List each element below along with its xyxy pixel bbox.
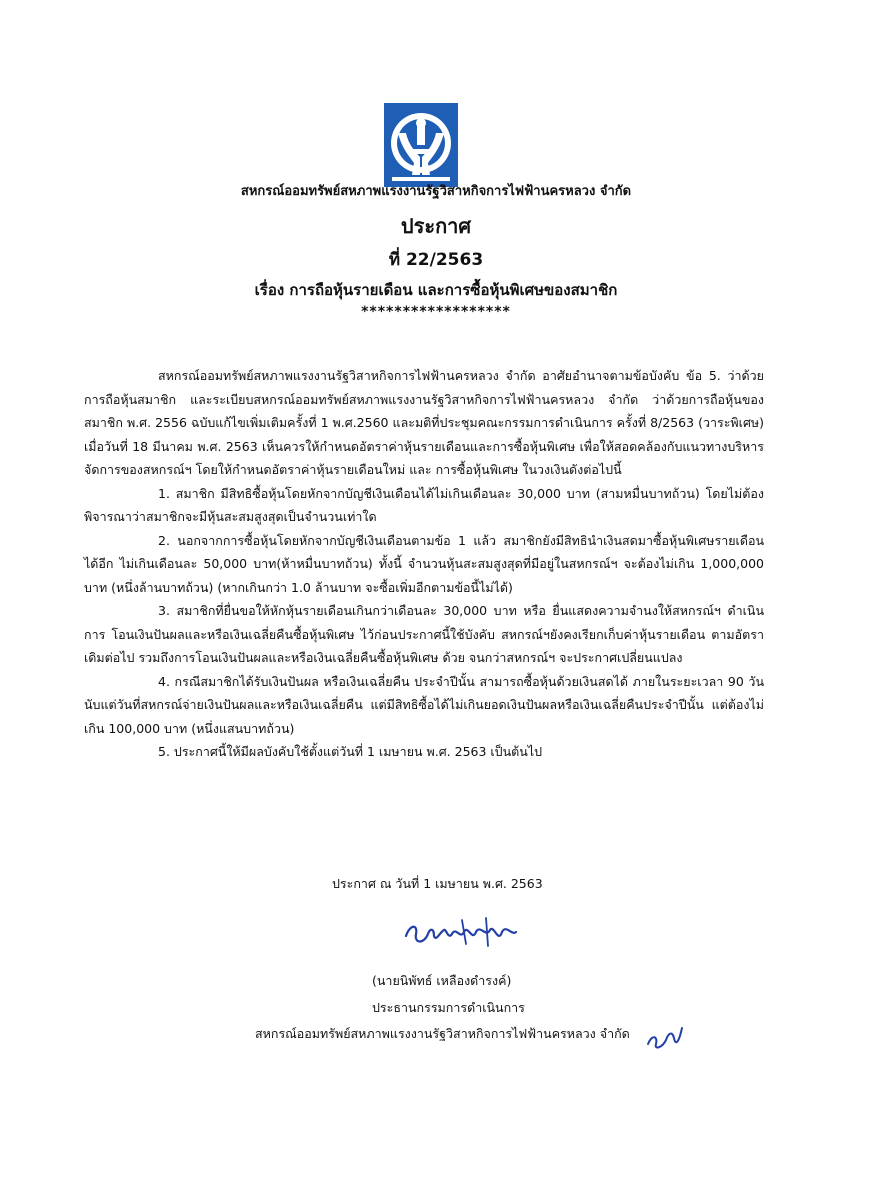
document-title: ประกาศ [400, 214, 472, 238]
item-1: 1. สมาชิก มีสิทธิซื้อหุ้นโดยหักจากบัญชีเงินเดือนได้ไม่เกินเดือนละ 30,000 บาท (สามหมื่นบาทถ้วน) โดยไม่ต้องพิจารณาว่าสมาชิกจะมีหุ้นสะสมสูงสุดเป็นจำนวนเท่าใด [84, 485, 764, 524]
cooperative-logo [384, 103, 458, 187]
intro-paragraph: สหกรณ์ออมทรัพย์สหภาพแรงงานรัฐวิสาหกิจการไฟฟ้านครหลวง จำกัด อาศัยอำนาจตามข้อบังคับ ข้อ 5. ว่าด้วยการถือหุ้นสมาชิก และระเบียบสหกรณ์ออมทรัพย์สหภาพแรงงานรัฐวิสาหกิจการไฟฟ้านครหลวง จำกัด ว่าด้วยการถือหุ้นของสมาชิก พ.ศ. 2556 ฉบับแก้ไขเพิ่มเติมครั้งที่ 1 พ.ศ.2560 และมติที่ประชุมคณะกรรมการดำเนินการ ครั้งที่ 8/2563 (วาระพิเศษ) เมื่อวันที่ 18 มีนาคม พ.ศ. 2563 เห็นควรให้กำหนดอัตราค่าหุ้นรายเดือนและการซื้อหุ้นพิเศษ เพื่อให้สอดคล้องกับแนวทางบริหารจัดการของสหกรณ์ฯ โดยให้กำหนดอัตราค่าหุ้นรายเดือนใหม่ และ การซื้อหุ้นพิเศษ ในวงเงินดังต่อไปนี้ [84, 368, 764, 477]
handwritten-initials [644, 1024, 684, 1054]
announcement-body [84, 364, 764, 764]
signer-name: (นายนิพัทธ์ เหลืองดำรงค์) [372, 973, 512, 988]
announcement-subject: เรื่อง การถือหุ้นรายเดือน และการซื้อหุ้นพิเศษของสมาชิก [254, 281, 618, 299]
separator-stars: ****************** [361, 304, 511, 320]
item-3: 3. สมาชิกที่ยื่นขอให้หักหุ้นรายเดือนเกินกว่าเดือนละ 30,000 บาท หรือ ยื่นแสดงความจำนงให้สหกรณ์ฯ ดำเนินการ โอนเงินปันผลและหรือเงินเฉลี่ยคืนซื้อหุ้นพิเศษ ไว้ก่อนประกาศนี้ใช้บังคับ สหกรณ์ฯยังคงเรียกเก็บค่าหุ้นรายเดือน ตามอัตราเดิมต่อไป รวมถึงการโอนเงินปันผลและหรือเงินเฉลี่ยคืนซื้อหุ้นพิเศษ ด้วย จนกว่าสหกรณ์ฯ จะประกาศเปลี่ยนแปลง [84, 603, 764, 665]
signer-position: ประธานกรรมการดำเนินการ [372, 1000, 525, 1015]
signer-organization: สหกรณ์ออมทรัพย์สหภาพแรงงานรัฐวิสาหกิจการไฟฟ้านครหลวง จำกัด [255, 1026, 630, 1041]
item-4: 4. กรณีสมาชิกได้รับเงินปันผล หรือเงินเฉลี่ยคืน ประจำปีนั้น สามารถซื้อหุ้นด้วยเงินสดได้ ภายในระยะเวลา 90 วัน นับแต่วันที่สหกรณ์จ่ายเงินปันผลและหรือเงินเฉลี่ยคืน แต่มีสิทธิซื้อได้ไม่เกินยอดเงินปันผลหรือเงินเฉลี่ยคืนประจำปีนั้น แต่ต้องไม่เกิน 100,000 บาท (หนึ่งแสนบาทถ้วน) [84, 673, 764, 736]
handwritten-signature [402, 914, 520, 956]
item-5: 5. ประกาศนี้ให้มีผลบังคับใช้ตั้งแต่วันที่ 1 เมษายน พ.ศ. 2563 เป็นต้นไป [158, 744, 543, 759]
announcement-number: ที่ 22/2563 [388, 250, 484, 270]
organization-name: สหกรณ์ออมทรัพย์สหภาพแรงงานรัฐวิสาหกิจการไฟฟ้านครหลวง จำกัด [240, 184, 632, 199]
announcement-date: ประกาศ ณ วันที่ 1 เมษายน พ.ศ. 2563 [332, 876, 543, 891]
item-2: 2. นอกจากการซื้อหุ้นโดยหักจากบัญชีเงินเดือนตามข้อ 1 แล้ว สมาชิกยังมีสิทธินำเงินสดมาซื้อหุ้นพิเศษรายเดือนได้อีก ไม่เกินเดือนละ 50,000 บาท(ห้าหมื่นบาทถ้วน) ทั้งนี้ จำนวนหุ้นสะสมสูงสุดที่มีอยู่ในสหกรณ์ฯ จะต้องไม่เกิน 1,000,000 บาท (หนึ่งล้านบาทถ้วน) (หากเกินกว่า 1.0 ล้านบาท จะซื้อเพิ่มอีกตามข้อนี้ไม่ได้) [84, 532, 764, 595]
